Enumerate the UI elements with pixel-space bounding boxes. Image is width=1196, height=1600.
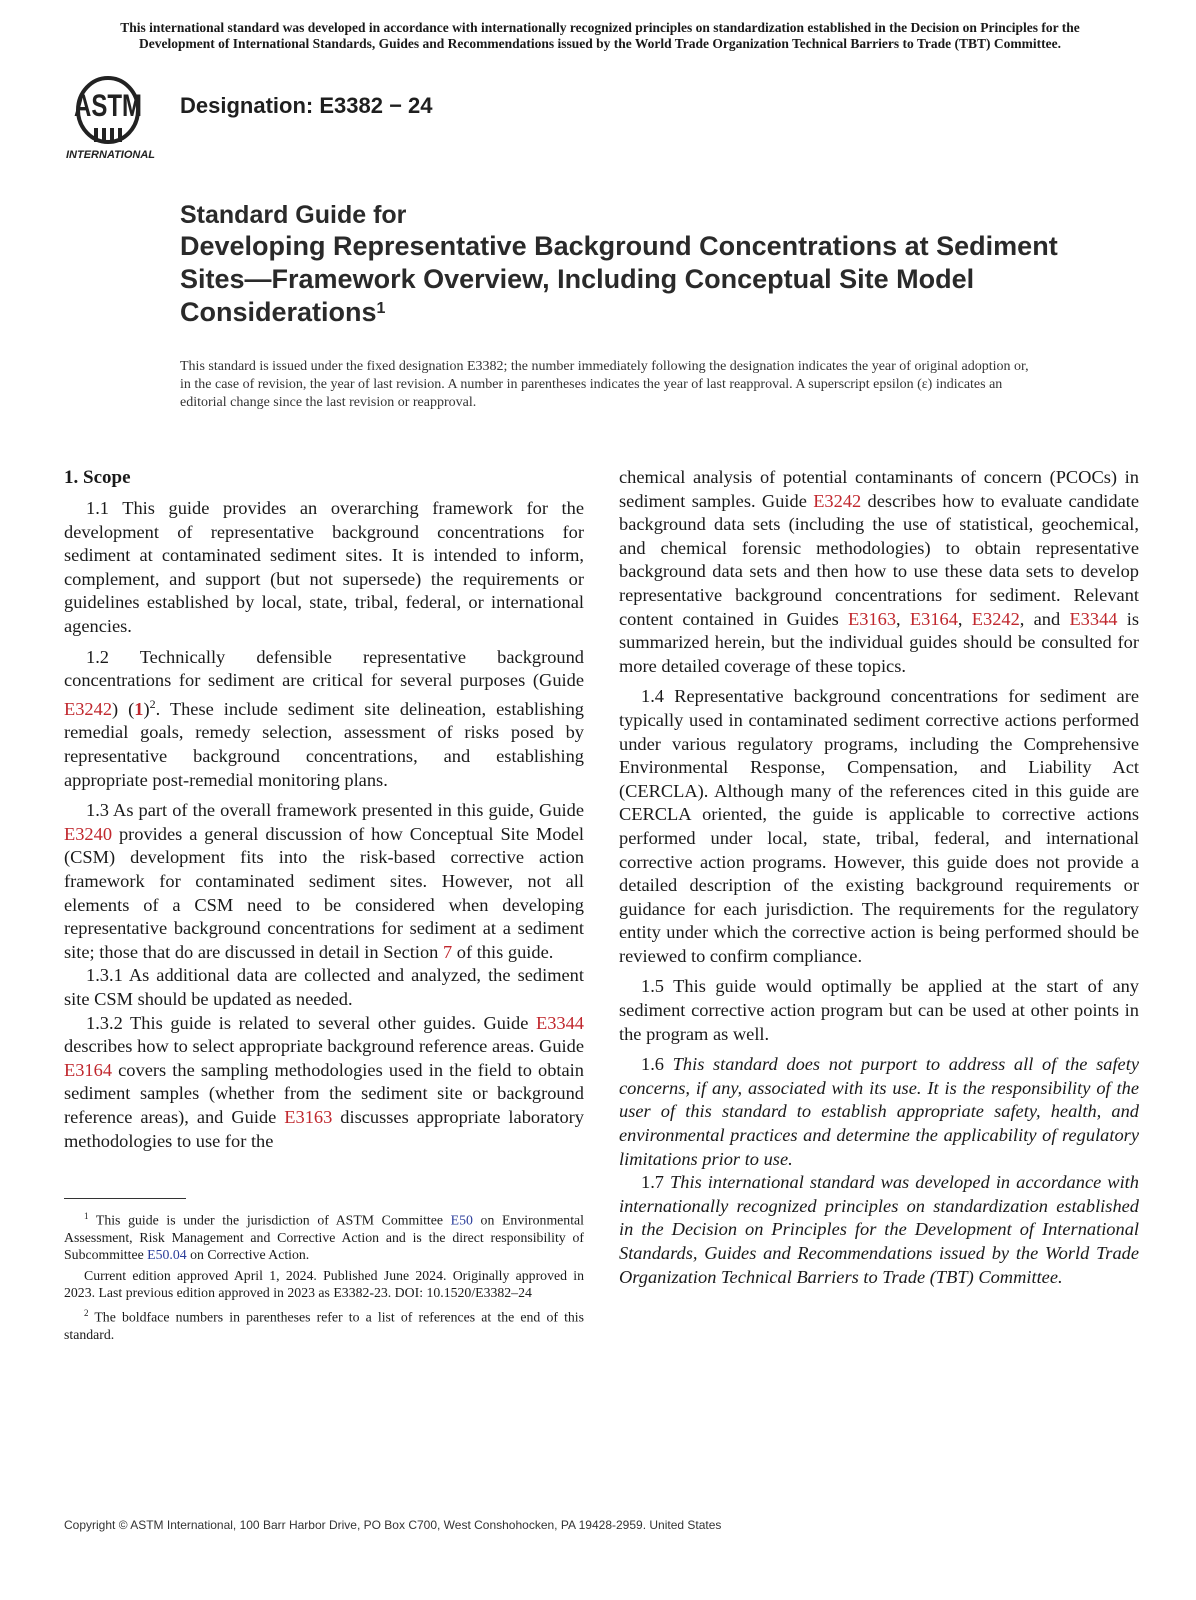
para-1-1: 1.1 This guide provides an overarching framework for the development of representative background concentrations for sediment at contaminated sediment sites. It is intended to inform, complement, and support (but not supersede) the requirements or guidelines established by local, state, tribal, federal, or international agencies. [64,498,584,636]
title-footnote-mark: 1 [376,300,386,317]
para-1-3-2-text2: describes how to select appropriate background reference areas. Guide [64,1036,584,1057]
astm-logo-icon [64,68,168,168]
tbt-notice-line2: Development of International Standards, Guides and Recommendations issued by the World Trade Organization Technical Barriers to Trade (TBT) Committee. [138,36,1061,51]
para-1-6 [619,1053,1139,1171]
link-e50[interactable]: E50 [450,1212,473,1228]
copyright-footer: Copyright © ASTM International, 100 Barr Harbor Drive, PO Box C700, West Conshohocken, PA 19428-2959. United States [64,1518,722,1532]
para-1-7-num: 1.7 [641,1172,671,1193]
link-e3242-2[interactable]: E3242 [813,490,862,511]
para-1-3-2-continued [619,466,1139,678]
cont-text: chemical analysis of potential contaminants of concern (PCOCs) in sediment samples. Guide [619,467,1139,511]
cont-sep3: , and [1019,608,1070,629]
link-e3163[interactable]: E3163 [284,1106,333,1127]
link-e3164[interactable]: E3164 [64,1059,113,1080]
tbt-notice [60,20,1140,52]
para-1-3-1: 1.3.1 As additional data are collected and analyzed, the sediment site CSM should be updated as needed. [64,965,584,1009]
cont-sep2: , [957,608,972,629]
link-e3163-2[interactable]: E3163 [848,608,897,629]
para-1-4: 1.4 Representative background concentrations for sediment are typically used in contaminated sediment corrective actions performed under various regulatory programs, including the Comprehensive Environmental Response, Compensation, and Liability Act (CERCLA). Although many of the references cited in this guide are CERCLA oriented, the guide is applicable to corrective actions performed under local, state, tribal, federal, and international corrective action programs. However, this guide does not provide a detailed description of the existing background requirements or guidance for each jurisdiction. The requirements for the regulatory entity under which the corrective action is being performed should be reviewed to confirm compliance. [619,686,1139,966]
title-main [180,230,1080,329]
designation: Designation: E3382 − 24 [180,93,433,118]
para-1-3-2-text3: covers the sampling methodologies used in the field to obtain sediment samples (whether from the sediment site or background reference areas), and Guide [64,1059,584,1127]
link-e3344-2[interactable]: E3344 [1069,608,1118,629]
link-e3164-2[interactable]: E3164 [909,608,958,629]
footnote-edition: Current edition approved April 1, 2024. Published June 2024. Originally approved in 2023. Last previous edition approved in 2023 as E3382-23. DOI: 10.1520/E3382–24 [64,1267,584,1301]
link-e50-04[interactable]: E50.04 [147,1247,187,1263]
link-e3242[interactable]: E3242 [64,698,113,719]
para-1-6-num: 1.6 [641,1054,673,1075]
para-1-3-2-text: 1.3.2 This guide is related to several other guides. Guide [86,1012,536,1033]
section-heading-scope: 1. Scope [64,467,131,488]
para-1-6-text: This standard does not purport to address all of the safety concerns, if any, associated with its use. It is the responsibility of the user of this standard to establish appropriate safety, health, and environmental practices and determine the applicability of regulatory limitations prior to use. [619,1054,1139,1169]
svg-text:ASTM: ASTM [74,88,142,123]
right-column [619,466,1139,1289]
para-1-7-text: This international standard was developed in accordance with internationally recognized principles on standardization established in the Decision on Principles for the Development of International Standards, Guides and Recommendations issued by the World Trade Organization Technical Barriers to Trade (TBT) Committee. [619,1172,1139,1287]
para-1-3-2-text4: discusses appropriate laboratory methodologies to use for the [64,1106,584,1151]
para-1-5: 1.5 This guide would optimally be applied at the start of any sediment corrective action program but can be used at other points in the program as well. [619,976,1139,1044]
footnote-1 [64,1208,584,1264]
footnote-1-text: This guide is under the jurisdiction of ASTM Committee [88,1212,451,1228]
para-1-2-text2: ) ( [112,698,135,719]
left-column [64,466,584,1153]
footnote-1-text3: on Corrective Action. [186,1247,310,1263]
footnote-2-text: The boldface numbers in parentheses refer to a list of references at the end of this standard. [64,1309,584,1342]
title-main-text: Developing Representative Background Concentrations at Sediment Sites—Framework Overview, Including Conceptual Site Model Considerations [180,231,1058,327]
cont-text2: describes how to evaluate candidate background data sets (including the use of statistical, geochemical, and chemical forensic methodologies) to obtain representative background data sets and then how to use these data sets to develop representative background concentrations for sediment. Relevant content contained in Guides [619,490,1140,629]
para-1-7 [619,1171,1139,1289]
svg-text:INTERNATIONAL: INTERNATIONAL [66,149,156,161]
issued-note: This standard is issued under the fixed designation E3382; the number immediately following the designation indicates the year of original adoption or, in the case of revision, the year of last revision. A number in parentheses indicates the year of last reapproval. A superscript epsilon (ε) indicates an editorial change since the last revision or reapproval. [180,359,1029,410]
footnote-2-marker: 2 [84,1307,89,1318]
para-1-3-text2: provides a general discussion of how Conceptual Site Model (CSM) development fits into the risk-based corrective action framework for contaminated sediment sites. However, not all elements of a CSM need to be considered when developing representative background concentrations for sediment at a sediment site; those that do are discussed in detail in Section [64,823,584,962]
para-1-3 [64,799,584,964]
para-1-2-text4: . These include sediment site delineation, establishing remedial goals, remedy selection, assessment of risks posed by representative background concentrations, and establishing appropriate post-remedial monitoring plans. [64,698,584,790]
footnotes [64,1208,584,1346]
footnote-1-mark: 1 [84,1211,89,1221]
para-1-2 [64,646,584,793]
link-e3344[interactable]: E3344 [535,1012,584,1033]
reference-number-link[interactable]: 1 [134,698,144,719]
cont-sep1: , [896,608,910,629]
para-1-3-2 [64,1012,584,1154]
cont-text3: is summarized herein, but the individual guides should be consulted for more detailed coverage of these topics. [619,608,1139,676]
para-1-3-text3: of this guide. [452,941,554,962]
link-e3242-3[interactable]: E3242 [971,608,1020,629]
title-line1: Standard Guide for [180,201,407,229]
footnote-divider [64,1198,186,1199]
link-section-7[interactable]: 7 [442,941,453,962]
footnote-1-text2: on Environmental Assessment, Risk Management and Corrective Action and is the direct responsibility of Subcommittee [64,1212,584,1263]
document-title [180,200,1080,329]
footnote-2 [64,1305,584,1343]
para-1-2-text: 1.2 Technically defensible representative background concentrations for sediment are critical for several purposes (Guide [64,646,584,691]
para-1-3-text: 1.3 As part of the overall framework presented in this guide, Guide [86,800,584,821]
para-1-2-text3: ) [143,698,150,719]
link-e3240[interactable]: E3240 [64,823,113,844]
footnote-2-mark: 2 [149,696,156,711]
tbt-notice-line1: This international standard was developed in accordance with internationally recognized principles on standardization established in the Decision on Principles for the [120,20,1080,35]
